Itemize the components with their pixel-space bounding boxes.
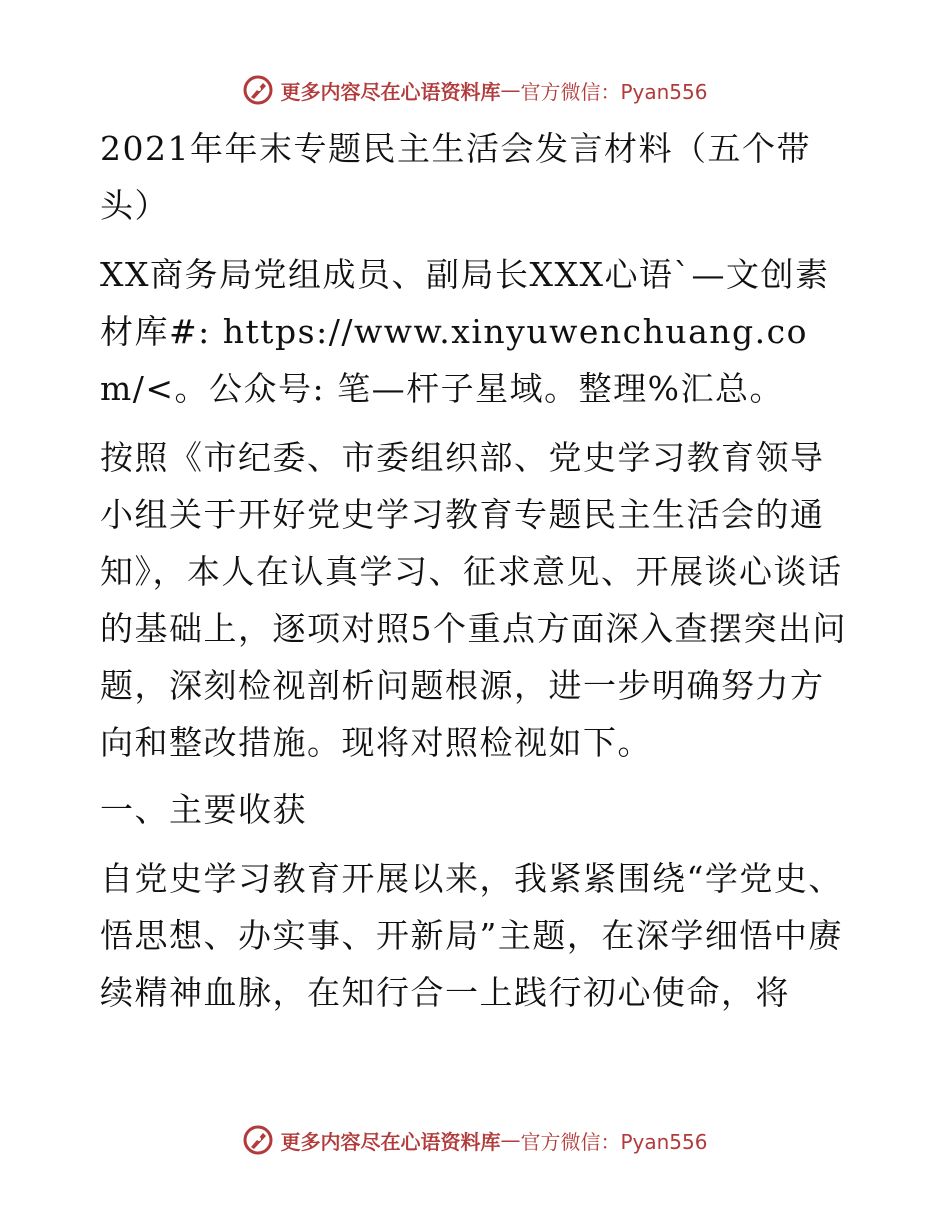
watermark-contact: 官方微信：Pyan556 — [520, 79, 708, 104]
paragraph-intro: 按照《市纪委、市委组织部、党史学习教育领导小组关于开好党史学习教育专题民主生活会的通知》，本人在认真学习、征求意见、开展谈心谈话的基础上，逐项对照5个重点方面深入查摆突出问题，深刻检视剖析问题根源，进一步明确努力方向和整改措施。现将对照检视如下。 — [100, 438, 847, 762]
watermark-header — [0, 70, 950, 110]
document-meta: XX商务局党组成员、副局长XXX心语`—文创素材库#: https://www.xinyuwenchuang.com/<。公众号: 笔—杆子星域。整理%汇总。 — [100, 255, 830, 408]
watermark-separator: — — [500, 78, 521, 102]
watermark-footer — [0, 1120, 950, 1160]
pen-logo-icon — [242, 74, 274, 106]
watermark-main-text: 更多内容尽在心语资料库 — [280, 79, 501, 104]
document-title: 2021年年末专题民主生活会发言材料（五个带头） — [100, 129, 811, 225]
document-body — [100, 120, 850, 1021]
pen-logo-icon — [242, 1124, 274, 1156]
section-heading: 一、主要收获 — [100, 790, 307, 829]
watermark-main-text: 更多内容尽在心语资料库 — [280, 1129, 501, 1154]
watermark-separator: — — [500, 1128, 521, 1152]
paragraph-gains: 自党史学习教育开展以来，我紧紧围绕“学党史、悟思想、办实事、开新局”主题，在深学细悟中赓续精神血脉，在知行合一上践行初心使命，将 — [100, 859, 843, 1012]
watermark-contact: 官方微信：Pyan556 — [520, 1129, 708, 1154]
